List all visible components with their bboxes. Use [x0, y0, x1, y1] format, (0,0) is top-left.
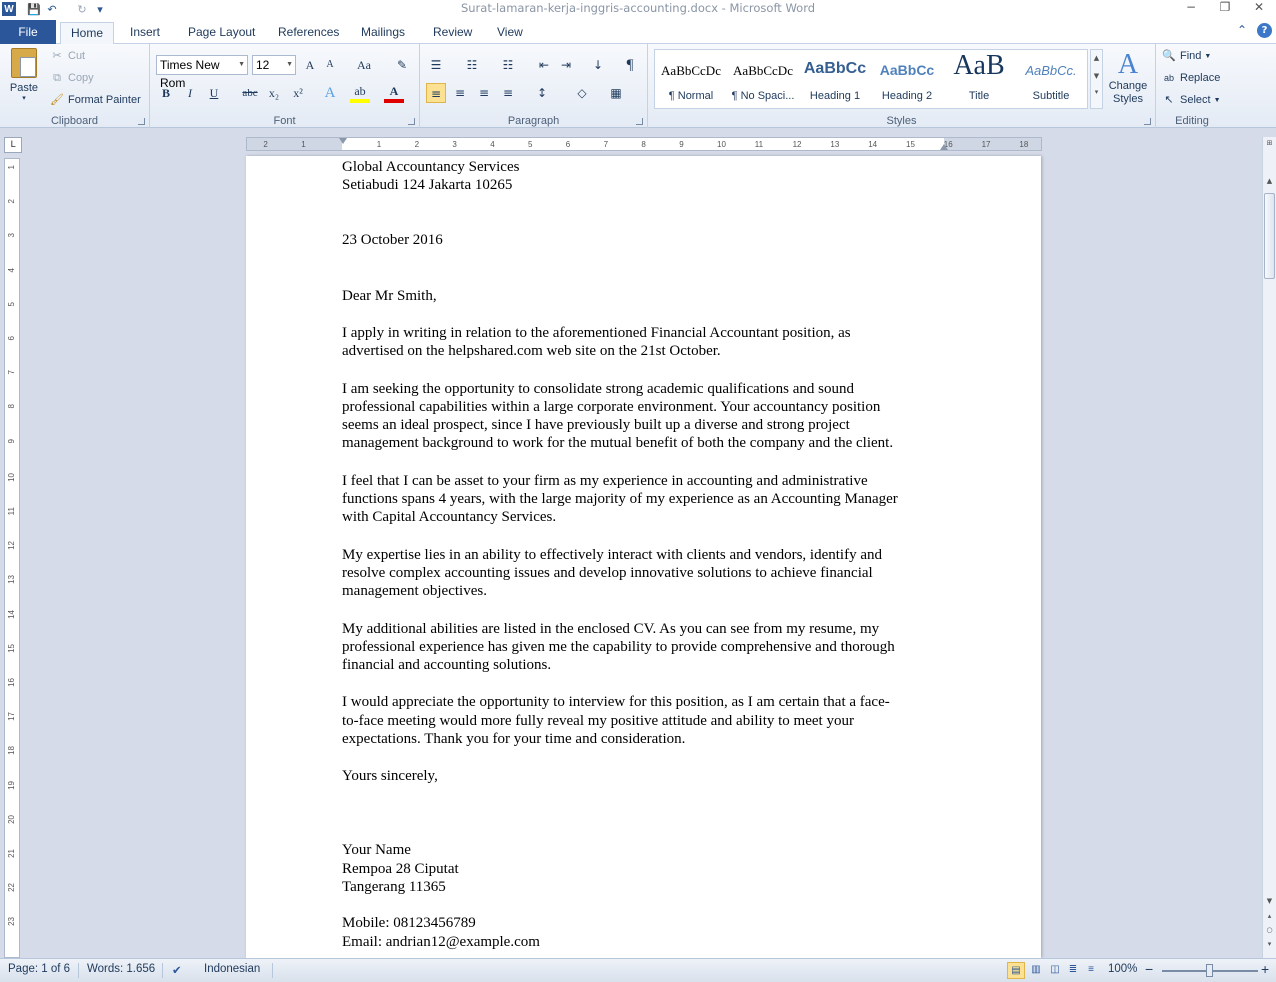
- style-preview: AaBbCcDc: [733, 63, 793, 78]
- document-line[interactable]: Your Name: [342, 842, 411, 858]
- cut-button[interactable]: [50, 49, 85, 63]
- document-line[interactable]: financial and accounting solutions.: [342, 657, 552, 673]
- highlight-button[interactable]: ab: [350, 83, 370, 103]
- styles-launcher-icon[interactable]: [1144, 118, 1151, 125]
- title-bar: [0, 0, 1276, 18]
- clear-formatting-button[interactable]: ✎: [396, 58, 408, 72]
- ruler-tick-label: 1: [376, 140, 382, 149]
- font-group: [150, 44, 420, 128]
- sort-button[interactable]: ↓: [592, 58, 604, 72]
- document-line[interactable]: expectations. Thank you for your time and consideration.: [342, 731, 686, 747]
- style-name: Subtitle: [1032, 90, 1070, 102]
- bold-button[interactable]: B: [161, 86, 170, 100]
- document-line[interactable]: advertised on the helpshared.com web site on the 21st October.: [342, 343, 721, 359]
- zoom-in-button[interactable]: +: [1261, 961, 1270, 977]
- format-painter-button[interactable]: [50, 93, 141, 107]
- full-screen-reading-view-button[interactable]: ▥: [1031, 964, 1041, 975]
- print-layout-view-button[interactable]: ▤: [1007, 962, 1025, 979]
- page-count[interactable]: Page: 1 of 6: [8, 963, 71, 975]
- document-line[interactable]: Setiabudi 124 Jakarta 10265: [342, 177, 513, 193]
- restore-button[interactable]: ❐: [1219, 0, 1231, 14]
- vertical-ruler-tick-label: 10: [7, 472, 16, 482]
- vertical-ruler-tick-label: 2: [7, 199, 16, 204]
- vertical-ruler-tick-label: 6: [7, 336, 16, 341]
- line-spacing-button[interactable]: ↕: [536, 86, 548, 100]
- ruler-tick-label: 7: [603, 140, 609, 149]
- vertical-ruler-tick-label: 1: [7, 165, 16, 170]
- vertical-ruler[interactable]: [4, 158, 20, 958]
- vertical-ruler-tick-label: 7: [7, 370, 16, 375]
- style-name: ¶ Normal: [668, 90, 714, 102]
- document-line[interactable]: Global Accountancy Services: [342, 159, 520, 175]
- proofing-icon[interactable]: ✔: [172, 965, 182, 977]
- vertical-scrollbar[interactable]: [1262, 137, 1276, 958]
- indent-marker-icon[interactable]: [339, 138, 347, 144]
- tab-review[interactable]: Review: [433, 25, 473, 39]
- zoom-level[interactable]: 100%: [1108, 963, 1138, 975]
- superscript-button[interactable]: x²: [293, 86, 303, 100]
- minimize-button[interactable]: −: [1185, 0, 1197, 14]
- subscript-button[interactable]: x₂: [268, 86, 280, 100]
- draft-view-button[interactable]: ≡: [1088, 964, 1094, 975]
- tab-insert[interactable]: Insert: [130, 25, 161, 39]
- change-case-button[interactable]: Aa: [357, 58, 371, 72]
- font-color-button[interactable]: A: [384, 83, 404, 103]
- previous-page-icon[interactable]: ▴: [1267, 912, 1272, 920]
- document-line[interactable]: professional experience has given me the capability to provide comprehensive and thorough: [342, 639, 895, 655]
- language[interactable]: Indonesian: [204, 963, 261, 975]
- shading-button[interactable]: ◇: [577, 86, 587, 100]
- show-hide-button[interactable]: ¶: [626, 57, 634, 73]
- style-preview: AaBbCc: [879, 62, 935, 78]
- scroll-up-icon[interactable]: ▲: [1266, 177, 1273, 185]
- vertical-ruler-tick-label: 21: [7, 849, 16, 858]
- clipboard-group-label: Clipboard: [50, 115, 99, 127]
- select-label: Select: [1180, 94, 1211, 106]
- numbering-button[interactable]: ☷: [466, 58, 478, 72]
- ruler-tick-label: 10: [717, 140, 726, 149]
- styles-group-label: Styles: [886, 115, 917, 127]
- vertical-ruler-tick-label: 9: [7, 438, 16, 444]
- vertical-ruler-tick-label: 23: [7, 917, 16, 927]
- style-preview: AaBbCcDc: [661, 63, 721, 78]
- ruler-tick-label: 15: [906, 140, 915, 149]
- ruler-row: [0, 128, 1276, 156]
- tab-home[interactable]: Home: [60, 22, 114, 45]
- outline-view-button[interactable]: ≣: [1068, 964, 1078, 975]
- vertical-ruler-tick-label: 19: [7, 780, 16, 790]
- align-right-button[interactable]: ≡: [478, 86, 490, 100]
- document-line[interactable]: Dear Mr Smith,: [342, 288, 437, 304]
- window-title: Surat-lamaran-kerja-inggris-accounting.docx - Microsoft Word: [460, 1, 816, 15]
- paragraph-group: [420, 44, 648, 128]
- ruler-tick-label: 12: [792, 140, 802, 149]
- font-size-value: 12: [256, 58, 270, 72]
- document-line[interactable]: I feel that I can be asset to your firm as my experience in accounting and administrative: [342, 473, 868, 489]
- text-effects-button[interactable]: A: [324, 85, 336, 101]
- collapse-ribbon-icon[interactable]: ⌃: [1236, 23, 1247, 37]
- browse-object-icon[interactable]: ○: [1266, 926, 1273, 934]
- document-line[interactable]: management objectives.: [342, 583, 487, 599]
- find-label: Find: [1180, 50, 1202, 62]
- paragraph-group-label: Paragraph: [507, 115, 560, 127]
- tab-mailings[interactable]: Mailings: [361, 25, 406, 39]
- document-line[interactable]: I apply in writing in relation to the aforementioned Financial Accountant position, as: [342, 325, 851, 341]
- font-launcher-icon[interactable]: [408, 118, 415, 125]
- tab-selector-button[interactable]: L: [4, 137, 22, 153]
- style-title[interactable]: [943, 50, 1015, 108]
- ruler-tick-label: 18: [1019, 140, 1029, 149]
- more-styles-icon[interactable]: ▾: [1094, 88, 1099, 96]
- document-line[interactable]: My additional abilities are listed in the enclosed CV. As you can see from my resume, my: [342, 621, 880, 637]
- replace-label: Replace: [1180, 72, 1221, 84]
- style-preview: AaB: [953, 50, 1005, 81]
- strikethrough-button[interactable]: abc: [242, 87, 258, 99]
- document-line[interactable]: 23 October 2016: [342, 232, 443, 248]
- style-normal[interactable]: [655, 50, 727, 108]
- vertical-ruler-tick-label: 3: [7, 233, 16, 238]
- ruler-tick-label: 1: [301, 140, 306, 149]
- document-line[interactable]: My expertise lies in an ability to effectively interact with clients and vendors, identify and: [342, 547, 882, 563]
- select-button[interactable]: ↖ Select ▼: [1162, 93, 1221, 107]
- editing-group: [1156, 44, 1228, 128]
- vertical-ruler-tick-label: 22: [7, 883, 16, 893]
- paste-button[interactable]: Paste ▾: [6, 48, 42, 110]
- vertical-ruler-tick-label: 20: [7, 814, 16, 824]
- help-icon[interactable]: ?: [1257, 23, 1272, 38]
- chevron-down-icon: ▼: [286, 61, 293, 68]
- tab-file[interactable]: File: [0, 20, 56, 44]
- style-name: Heading 1: [809, 90, 861, 102]
- vertical-ruler-tick-label: 14: [7, 609, 16, 619]
- document-line[interactable]: functions spans 4 years, with the large majority of my experience as an Accounting Manager: [342, 491, 898, 507]
- style-name: ¶ No Spaci...: [731, 90, 795, 102]
- undo-icon[interactable]: ↶: [47, 2, 57, 16]
- document-line[interactable]: Tangerang 11365: [342, 879, 446, 895]
- document-line[interactable]: Email: andrian12@example.com: [342, 934, 540, 950]
- document-line[interactable]: seems an ideal prospect, since I have previously built up a diverse and strong project: [342, 417, 850, 433]
- cut-label: Cut: [68, 50, 86, 62]
- decrease-indent-button[interactable]: ⇤: [538, 58, 550, 72]
- paste-label: Paste: [9, 82, 39, 94]
- styles-gallery: [654, 49, 1088, 109]
- paste-icon: [11, 48, 37, 78]
- editing-group-label: Editing: [1175, 115, 1209, 127]
- ribbon: [0, 44, 1276, 128]
- chevron-up-icon[interactable]: ▲: [1093, 54, 1100, 62]
- vertical-ruler-tick-label: 12: [7, 541, 16, 551]
- customize-qat-icon[interactable]: ▾: [97, 2, 103, 16]
- close-button[interactable]: ✕: [1253, 0, 1265, 14]
- scroll-down-icon[interactable]: ▼: [1266, 897, 1273, 905]
- ruler-tick-label: 16: [943, 140, 953, 149]
- ruler-tick-label: 2: [263, 140, 268, 149]
- bullets-button[interactable]: ☰: [430, 58, 442, 72]
- copy-button[interactable]: [50, 71, 94, 85]
- clipboard-launcher-icon[interactable]: [138, 118, 145, 125]
- ruler-tick-label: 9: [679, 140, 684, 149]
- zoom-out-button[interactable]: −: [1145, 961, 1154, 977]
- grow-font-button[interactable]: A: [305, 58, 315, 72]
- style-no-spacing[interactable]: [727, 50, 799, 108]
- style-preview: AaBbCc: [803, 60, 867, 77]
- horizontal-ruler[interactable]: [246, 137, 1042, 151]
- style-name: Heading 2: [881, 90, 933, 102]
- ruler-tick-label: 8: [641, 140, 646, 149]
- ruler-tick-label: 14: [868, 140, 878, 149]
- ribbon-tabs: [0, 18, 1276, 44]
- font-size-combo[interactable]: [252, 55, 296, 75]
- center-button[interactable]: ≡: [454, 86, 466, 100]
- ruler-tick-label: 3: [452, 140, 457, 149]
- change-styles-label: Change Styles: [1108, 80, 1148, 105]
- scissors-icon: ✂: [52, 50, 62, 62]
- save-icon[interactable]: 💾: [27, 2, 41, 16]
- style-subtitle[interactable]: [1015, 50, 1087, 108]
- font-name-combo[interactable]: [156, 55, 248, 90]
- status-bar: [0, 958, 1276, 982]
- ruler-tick-label: 13: [830, 140, 840, 149]
- binoculars-icon: 🔍: [1162, 50, 1176, 62]
- style-preview: AaBbCc.: [1025, 63, 1077, 78]
- underline-button[interactable]: U: [209, 86, 219, 100]
- italic-button[interactable]: I: [188, 86, 192, 100]
- ruler-tick-label: 4: [490, 140, 495, 149]
- word-app-icon[interactable]: W: [2, 2, 16, 16]
- chevron-down-icon[interactable]: ▼: [1093, 72, 1100, 80]
- ruler-tick-label: 11: [754, 140, 764, 149]
- copy-icon: ⧉: [53, 72, 61, 84]
- document-line[interactable]: I would appreciate the opportunity to interview for this position, as I am certain that a face-: [342, 694, 890, 710]
- tab-references[interactable]: References: [278, 25, 340, 39]
- vertical-ruler-tick-label: 5: [7, 301, 16, 307]
- document-line[interactable]: management background to work for the mutual benefit of both the company and the client.: [342, 435, 894, 451]
- tab-view[interactable]: View: [497, 25, 523, 39]
- ruler-tick-label: 2: [414, 140, 420, 149]
- redo-icon[interactable]: ↻: [77, 2, 87, 16]
- vertical-ruler-tick-label: 11: [7, 507, 16, 516]
- document-page[interactable]: [246, 156, 1041, 958]
- copy-label: Copy: [68, 72, 94, 84]
- document-line[interactable]: to-face meeting would more fully reveal my positive attitude and ability to meet your: [342, 713, 854, 729]
- vertical-ruler-tick-label: 13: [7, 575, 16, 585]
- cursor-icon: ↖: [1164, 94, 1174, 106]
- font-group-label: Font: [273, 115, 296, 127]
- paragraph-launcher-icon[interactable]: [636, 118, 643, 125]
- chevron-down-icon: ▼: [238, 61, 245, 68]
- document-line[interactable]: Mobile: 08123456789: [342, 915, 476, 931]
- document-line[interactable]: I am seeking the opportunity to consolidate strong academic qualifications and sound: [342, 381, 854, 397]
- change-styles-icon: A: [1117, 49, 1139, 80]
- document-line[interactable]: with Capital Accountancy Services.: [342, 509, 557, 525]
- vertical-ruler-tick-label: 17: [7, 712, 16, 722]
- style-name: Title: [968, 90, 990, 102]
- document-line[interactable]: resolve complex accounting issues and develop innovative solutions to achieve financial: [342, 565, 873, 581]
- format-painter-label: Format Painter: [68, 94, 141, 106]
- vertical-ruler-tick-label: 15: [7, 643, 16, 653]
- find-button[interactable]: 🔍 Find ▼: [1162, 50, 1212, 62]
- document-line[interactable]: Rempoa 28 Ciputat: [342, 861, 459, 877]
- vertical-ruler-tick-label: 8: [7, 404, 16, 409]
- replace-button[interactable]: [1162, 71, 1220, 85]
- scrollbar-thumb[interactable]: [1264, 193, 1275, 279]
- replace-icon: ab: [1163, 73, 1174, 83]
- document-line[interactable]: professional capabilities within a large corporate environment. Your accountancy position: [342, 399, 881, 415]
- vertical-ruler-tick-label: 4: [7, 267, 16, 273]
- ruler-tick-label: 17: [981, 140, 991, 149]
- justify-button[interactable]: ≡: [502, 86, 514, 100]
- ruler-toggle-icon[interactable]: ⊞: [1266, 139, 1273, 147]
- styles-gallery-scroll[interactable]: [1090, 49, 1103, 109]
- vertical-ruler-tick-label: 16: [7, 678, 16, 687]
- align-left-button[interactable]: ≡: [426, 83, 446, 103]
- style-heading-2[interactable]: [871, 50, 943, 108]
- next-page-icon[interactable]: ▾: [1267, 940, 1272, 948]
- clipboard-group: [0, 44, 150, 128]
- borders-button[interactable]: ▦: [610, 86, 622, 100]
- increase-indent-button[interactable]: ⇥: [560, 58, 572, 72]
- multilevel-list-button[interactable]: ☷: [502, 58, 514, 72]
- shrink-font-button[interactable]: A: [326, 59, 334, 70]
- document-line[interactable]: Yours sincerely,: [342, 768, 438, 784]
- font-name-value: Times New Rom: [160, 58, 220, 90]
- right-indent-marker-icon[interactable]: [940, 144, 948, 150]
- ruler-tick-label: 6: [565, 140, 571, 149]
- tab-page-layout[interactable]: Page Layout: [188, 25, 256, 39]
- vertical-ruler-tick-label: 18: [7, 746, 16, 756]
- web-layout-view-button[interactable]: ◫: [1050, 964, 1060, 975]
- zoom-slider-thumb[interactable]: [1206, 964, 1213, 977]
- word-count[interactable]: Words: 1.656: [87, 963, 156, 975]
- style-heading-1[interactable]: [799, 50, 871, 108]
- change-styles-button[interactable]: [1106, 50, 1150, 106]
- ruler-tick-label: 5: [528, 140, 533, 149]
- paintbrush-icon: 🖌: [50, 94, 64, 106]
